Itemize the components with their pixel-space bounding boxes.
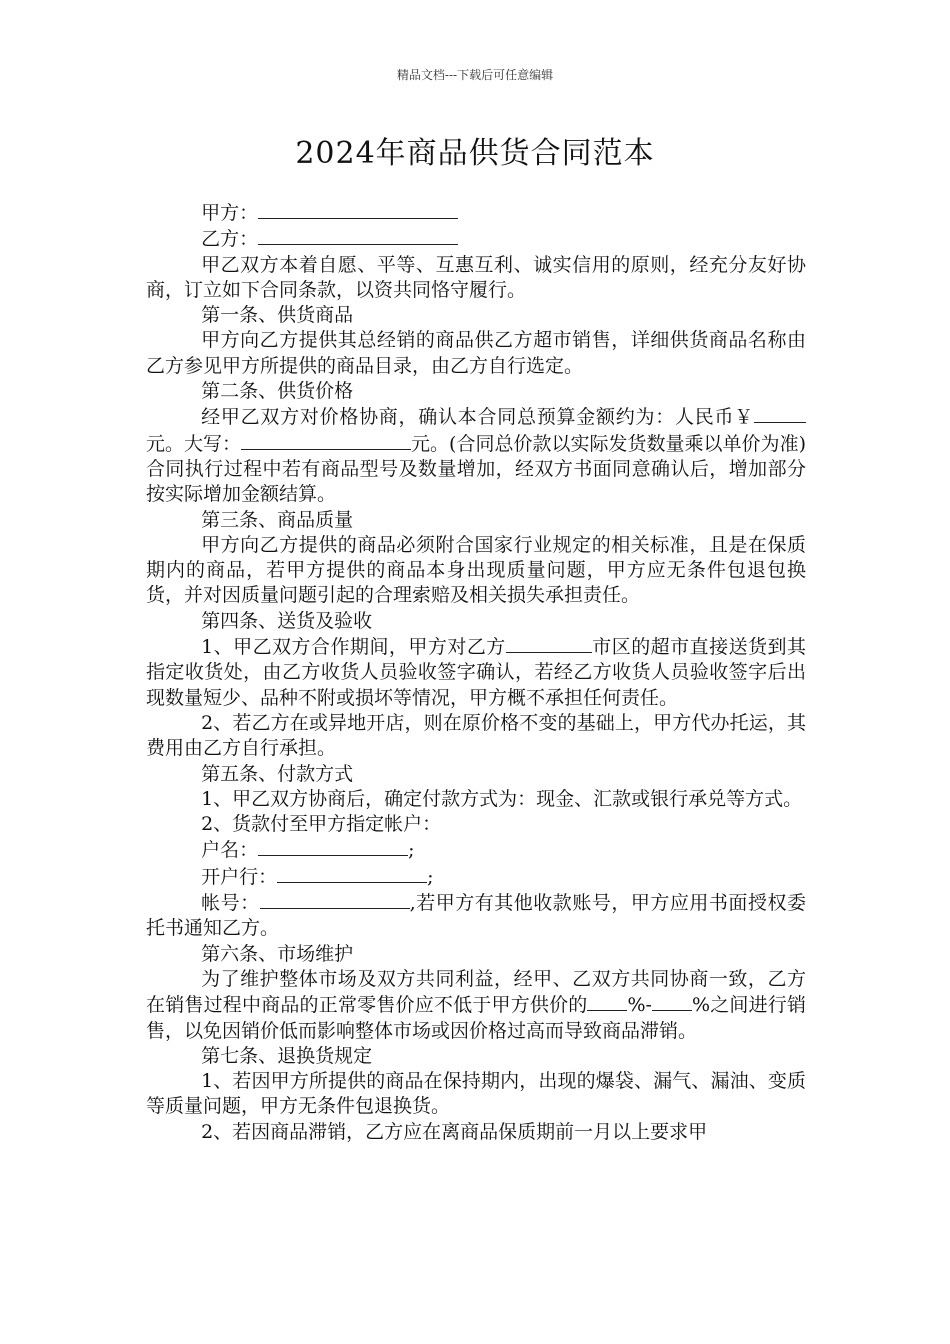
account-bank-line: 开户行： ; [201,865,434,888]
city-blank[interactable] [506,634,592,653]
article-4-clause-2: 2、若乙方在或异地开店，则在原价格不变的基础上，甲方代办托运，其费用由乙方自行承担。 [146,711,806,760]
article-6-text: 为了维护整体市场及双方共同利益，经甲、乙双方共同协商一致，乙方在销售过程中商品的正常零售价应不低于甲方供价的 %- %之间进行销售，以免因销价低而影响整体市场或因价格过高而导致商品滞销。 [146,967,806,1042]
party-a-blank[interactable] [258,200,458,219]
article-3-text: 甲方向乙方提供的商品必须附合国家行业规定的相关标准，且是在保质期内的商品，若甲方提供的商品本身出现质量问题，甲方应无条件包退包换货，并对因质量问题引起的合理索赔及相关损失承担责任。 [146,533,806,607]
article-7-clause-1: 1、若因甲方所提供的商品在保持期内，出现的爆袋、漏气、漏油、变质等质量问题，甲方无条件包退换货。 [146,1070,806,1118]
article-1-title: 第一条、供货商品 [201,304,354,327]
contract-body [146,200,806,1145]
account-number-blank[interactable] [260,890,410,909]
account-number-line: 帐号： ,若甲方有其他收款账号，甲方应用书面授权委托书通知乙方。 [146,892,806,940]
party-b-line [146,226,806,252]
article-6-title: 第六条、市场维护 [201,942,354,965]
party-a-line [146,200,806,226]
page-header: 精品文档---下载后可任意编辑 [396,68,554,82]
article-5-clause-2: 2、货款付至甲方指定帐户： [201,813,442,836]
article-4-title: 第四条、送货及验收 [201,609,373,632]
price-max-blank[interactable] [652,992,692,1011]
article-3-title: 第三条、商品质量 [201,508,354,531]
party-b-blank[interactable] [258,226,458,245]
document-title: 2024年商品供货合同范本 [295,136,655,171]
price-min-blank[interactable] [587,992,627,1011]
article-1-text: 甲方向乙方提供其总经销的商品供乙方超市销售，详细供货商品名称由乙方参见甲方所提供的商品目录，由乙方自行选定。 [146,329,806,377]
article-7-title: 第七条、退换货规定 [201,1044,373,1067]
article-4-clause-1: 1、甲乙双方合作期间，甲方对乙方 市区的超市直接送货到其指定收货处，由乙方收货人员验收签字确认，若经乙方收货人员验收签字后出现数量短少、品种不附或损坏等情况，甲方概不承担任何责任。 [146,636,806,709]
article-2-text: 经甲乙双方对价格协商，确认本合同总预算金额约为：人民币￥元。大写： 元。(合同总价款以实际发货数量乘以单价为准)合同执行过程中若有商品型号及数量增加，经双方书面同意确认后，增加部分按实际增加金额结算。 [146,406,806,506]
article-7-clause-2: 2、若因商品滞销，乙方应在离商品保质期前一月以上要求甲 [201,1120,708,1143]
account-bank-blank[interactable] [277,864,427,883]
article-5-clause-1: 1、甲乙双方协商后，确定付款方式为：现金、汇款或银行承兑等方式。 [201,787,803,810]
amount-words-blank[interactable] [241,431,411,450]
article-5-title: 第五条、付款方式 [201,762,354,785]
party-b-label: 乙方： [201,228,259,251]
amount-number-blank[interactable] [754,404,806,423]
account-name-line: 户名： ; [201,839,415,862]
intro-paragraph: 甲乙双方本着自愿、平等、互惠互利、诚实信用的原则，经充分友好协商，订立如下合同条款，以资共同恪守履行。 [146,253,806,301]
account-name-blank[interactable] [258,837,408,856]
party-a-label: 甲方： [201,202,259,224]
article-2-title: 第二条、供货价格 [201,380,354,403]
